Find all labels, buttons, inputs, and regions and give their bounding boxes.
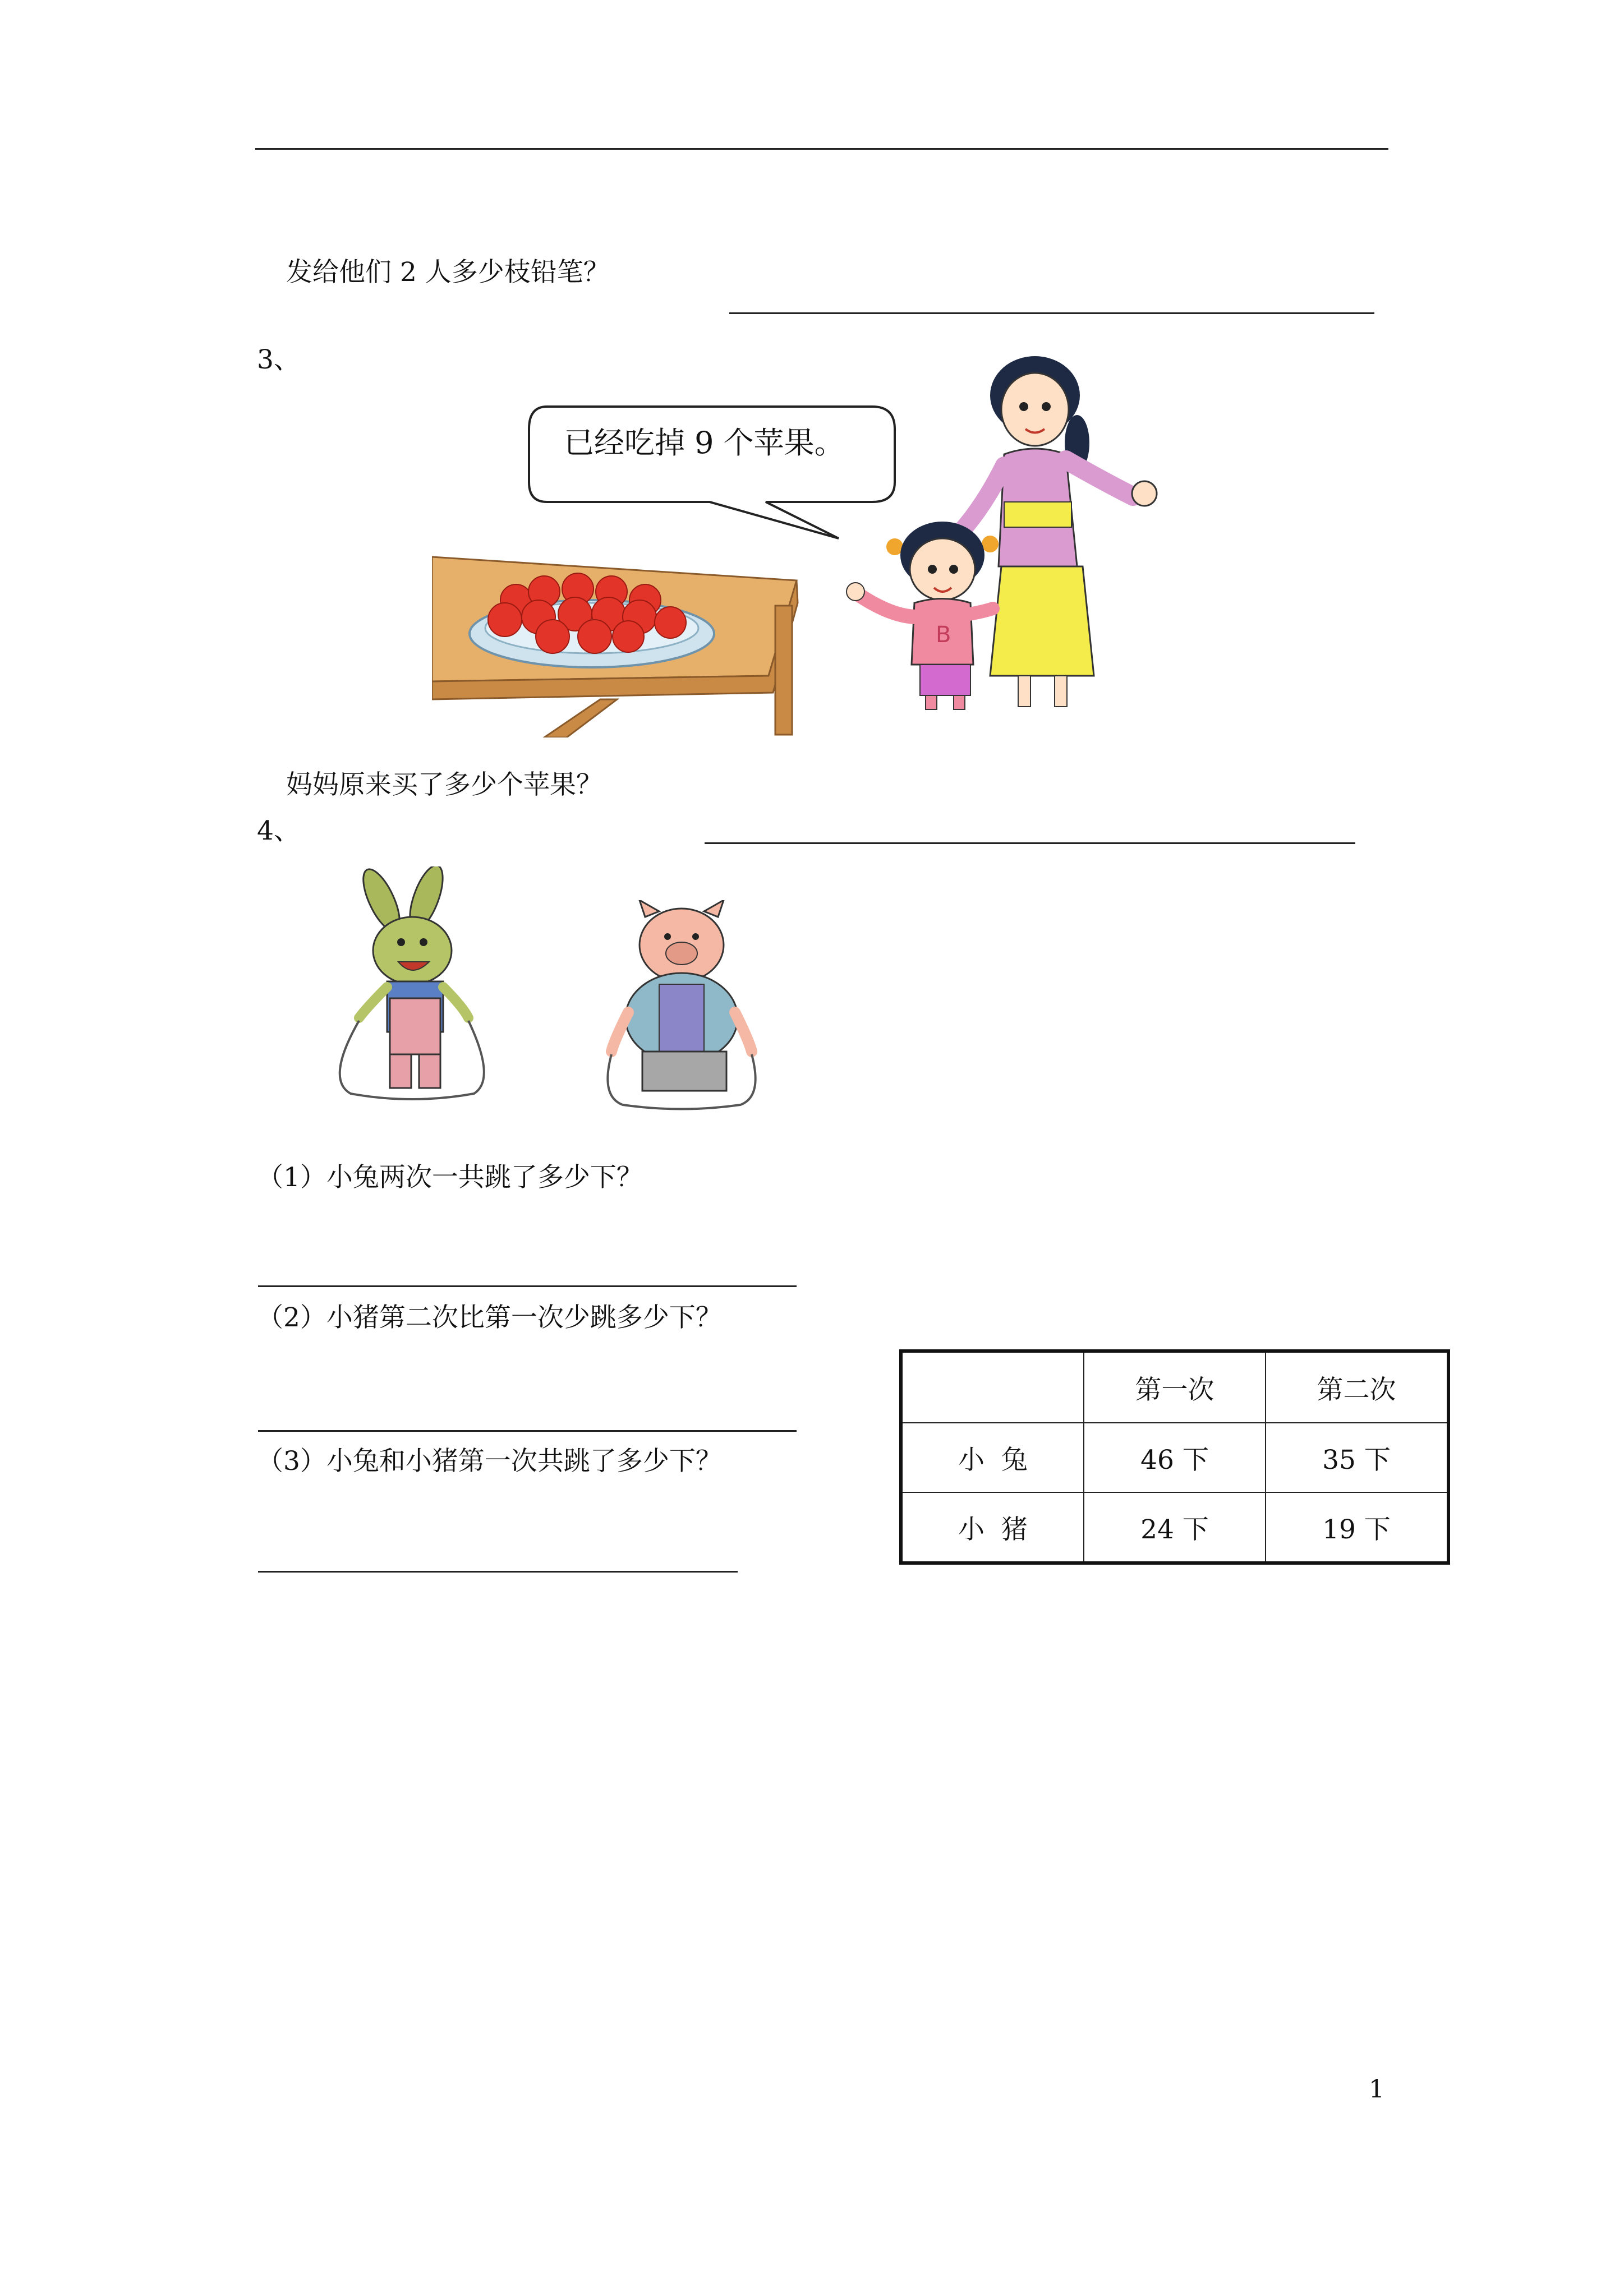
pig-skipping-illustration bbox=[589, 900, 774, 1113]
skip-count-table bbox=[899, 1349, 1450, 1565]
speech-bubble-text: 已经吃掉 9 个苹果。 bbox=[564, 425, 845, 460]
table-cell: 24 下 bbox=[1084, 1492, 1266, 1563]
table-cell bbox=[901, 1351, 1084, 1423]
sub3-answer-line bbox=[258, 1571, 738, 1573]
table-cell: 35 下 bbox=[1266, 1423, 1448, 1492]
table-row bbox=[901, 1423, 1448, 1492]
q3-question: 妈妈原来买了多少个苹果？ bbox=[286, 769, 602, 800]
mother-daughter-illustration bbox=[841, 353, 1189, 712]
rabbit-skipping-illustration bbox=[328, 866, 513, 1113]
q3-number: 3、 bbox=[257, 344, 300, 375]
q4-number: 4、 bbox=[257, 815, 300, 846]
q4-sub1: （1）小兔两次一共跳了多少下？ bbox=[257, 1162, 643, 1193]
apples-on-table-illustration bbox=[432, 552, 808, 737]
table-cell: 第一次 bbox=[1084, 1351, 1266, 1423]
sub2-answer-line bbox=[258, 1430, 797, 1432]
header-rule bbox=[255, 148, 1388, 150]
table-cell: 小 猪 bbox=[901, 1492, 1084, 1563]
q2-answer-line bbox=[729, 312, 1374, 314]
table-cell: 19 下 bbox=[1266, 1492, 1448, 1563]
table-cell: 小 兔 bbox=[901, 1423, 1084, 1492]
table-header-row bbox=[901, 1351, 1448, 1423]
q4-sub2: （2）小猪第二次比第一次少跳多少下？ bbox=[257, 1302, 722, 1333]
q3-answer-line bbox=[705, 842, 1355, 844]
page-number: 1 bbox=[1369, 2075, 1384, 2104]
q2-question: 发给他们 2 人多少枝铅笔？ bbox=[286, 257, 610, 288]
table-cell: 46 下 bbox=[1084, 1423, 1266, 1492]
q4-sub3: （3）小兔和小猪第一次共跳了多少下？ bbox=[257, 1446, 722, 1477]
table-row bbox=[901, 1492, 1448, 1563]
svg-text:B: B bbox=[936, 622, 951, 648]
sub1-answer-line bbox=[258, 1285, 797, 1287]
table-cell: 第二次 bbox=[1266, 1351, 1448, 1423]
